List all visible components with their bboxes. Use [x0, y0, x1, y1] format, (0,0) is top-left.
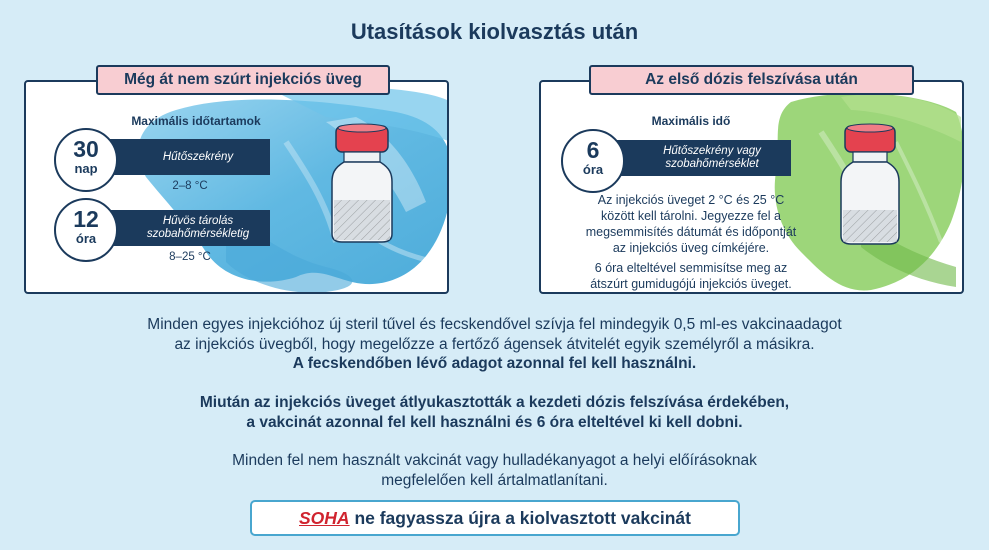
- text-line: Minden egyes injekcióhoz új steril tűvel és fecskendővel szívja fel mindegyik 0,5 ml-es vakcinaadagot: [147, 316, 842, 333]
- page-title: Utasítások kiolvasztás után: [350, 19, 639, 44]
- badge-unit: nap: [74, 161, 98, 176]
- text-line: a vakcinát azonnal fel kell használni és 6 óra elteltével ki kell dobni.: [246, 413, 743, 431]
- text-line: az injekciós üveg címkéjére.: [612, 241, 770, 255]
- text-line: Miután az injekciós üveget átlyukasztották a kezdeti dózis felszívása érdekében,: [199, 394, 790, 411]
- text-line: 6 óra elteltével semmisítse meg az: [594, 261, 788, 275]
- text-line: Az injekciós üveget 2 °C és 25 °C: [597, 193, 785, 207]
- punctured-vial-instructions: [0, 393, 989, 432]
- text-line: az injekciós üvegből, hogy megelőzze a fertőző ágensek átvitelét egyik személyről a másikra.: [174, 335, 815, 353]
- label-line: szobahőmérsékletig: [146, 228, 250, 240]
- badge-number: 12: [73, 206, 99, 232]
- never-word: SOHA: [299, 508, 350, 528]
- needle-syringe-instructions: [0, 315, 989, 374]
- unpunctured-vial-header: Még át nem szúrt injekciós üveg: [96, 65, 390, 95]
- max-durations-subtitle: Maximális időtartamok: [131, 114, 261, 128]
- unpunctured-vial-icon: [326, 122, 398, 244]
- text-line: Minden fel nem használt vakcinát vagy hulladékanyagot a helyi előírásoknak: [232, 452, 757, 469]
- after-first-dose-panel: [539, 80, 964, 294]
- after-first-dose-header: Az első dózis felszívása után: [589, 65, 914, 95]
- fridge-or-room-temp-label: [617, 140, 791, 176]
- badge-number: 30: [73, 136, 99, 162]
- text-line: között kell tárolni. Jegyezze fel a: [601, 209, 781, 223]
- duration-6-hours-badge: [561, 129, 625, 193]
- label-line: szobahőmérséklet: [665, 158, 759, 170]
- badge-unit: óra: [582, 162, 604, 177]
- badge-unit: óra: [75, 231, 97, 246]
- label-line: Hűvös tárolás: [162, 215, 234, 227]
- unpunctured-vial-panel: [24, 80, 449, 294]
- duration-30-days-badge: [54, 128, 118, 192]
- badge-number: 6: [586, 137, 600, 163]
- text-line: átszúrt gumidugójú injekciós üveget.: [590, 277, 792, 291]
- fridge-storage-label: [110, 139, 270, 175]
- waste-disposal-instructions: [0, 451, 989, 490]
- text-line: megfelelően kell ártalmatlanítani.: [381, 471, 608, 489]
- warning-text: ne fagyassza újra a kiolvasztott vakcinát: [354, 508, 691, 528]
- fridge-temp-range: 2–8 °C: [172, 180, 208, 192]
- storage-instructions-text: [541, 192, 841, 256]
- room-temp-storage-label: [110, 210, 270, 246]
- duration-12-hours-badge: [54, 198, 118, 262]
- label-line: Hűtőszekrény: [162, 150, 234, 163]
- text-line-bold: A fecskendőben lévő adagot azonnal fel kell használni.: [292, 355, 697, 372]
- disposal-instructions-text: [541, 260, 841, 292]
- max-time-subtitle: Maximális idő: [651, 114, 731, 128]
- label-line: Hűtőszekrény vagy: [663, 145, 761, 157]
- room-temp-range: 8–25 °C: [169, 251, 211, 263]
- do-not-refreeze-warning: [250, 500, 740, 536]
- punctured-vial-icon: [837, 122, 903, 246]
- text-line: megsemmisítés dátumát és időpontját: [585, 225, 797, 239]
